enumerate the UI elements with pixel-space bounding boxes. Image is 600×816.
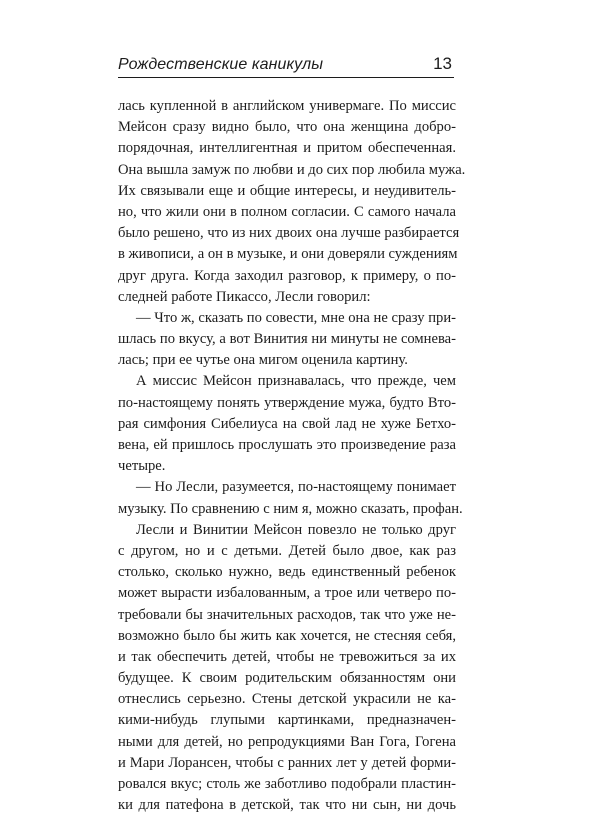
body-text [118, 96, 466, 816]
text-line: Их связывали еще и общие интересы, и неудивитель- [118, 182, 456, 199]
text-line: кими-нибудь глупыми картинками, предназначен- [118, 712, 456, 729]
text-line: с другом, но и с детьми. Детей было двое, как раз [118, 542, 456, 559]
text-line: ки для патефона в детской, так что ни сын, ни дочь [118, 797, 456, 814]
text-line: отнеслись серьезно. Стены детской украсили не ка- [118, 691, 456, 708]
text-line: возможно было бы жить как хочется, не стесняя себя, [118, 627, 456, 644]
text-line: Она вышла замуж по любви и до сих пор любила мужа. [118, 161, 466, 178]
running-header [118, 52, 454, 78]
text-line: столько, сколько нужно, ведь единственный ребенок [118, 564, 456, 581]
text-line: рая симфония Сибелиуса на свой лад не хуже Бетхо- [118, 415, 456, 432]
page-number: 13 [433, 54, 452, 73]
text-line: и так обеспечить детей, чтобы не тревожиться за их [118, 648, 456, 665]
text-line: может вырасти избалованным, а трое или четверо по- [118, 585, 456, 602]
text-line: лась купленной в английском универмаге. По миссис [118, 98, 456, 114]
text-line: требовали бы значительных расходов, так что уже не- [118, 606, 456, 623]
text-line: — Что ж, сказать по совести, мне она не сразу при- [136, 309, 456, 326]
text-line: четыре. [118, 458, 166, 475]
text-line: и Мари Лорансен, чтобы с ранних лет у детей форми- [118, 754, 456, 771]
text-line: порядочная, интеллигентная и притом обеспеченная. [118, 140, 456, 157]
running-title: Рождественские каникулы [118, 56, 324, 73]
text-line: ровался вкус; столь же заботливо подобрали пластин- [118, 776, 456, 792]
text-line: в живописи, а он в музыке, и они доверяли суждениям [118, 246, 458, 263]
text-line: будущее. К своим родительским обязанностям они [118, 670, 456, 687]
text-line: было решено, что из них двоих она лучше разбирается [118, 225, 460, 242]
text-line: следней работе Пикассо, Лесли говорил: [118, 288, 371, 305]
text-line: Мейсон сразу видно было, что она женщина добро- [118, 119, 456, 136]
text-line: А миссис Мейсон признавалась, что прежде, чем [136, 373, 456, 390]
text-line: музыку. По сравнению с ним я, можно сказать, профан. [118, 500, 463, 517]
text-line: — Но Лесли, разумеется, по-настоящему понимает [136, 479, 456, 496]
text-line: Лесли и Винитии Мейсон повезло не только друг [136, 521, 456, 538]
text-line: шлась по вкусу, а вот Винития ни минуты не сомнева- [118, 331, 456, 348]
text-line: по-настоящему понять утверждение мужа, будто Вто- [118, 394, 456, 411]
text-line: ными для детей, но репродукциями Ван Гога, Гогена [118, 733, 456, 750]
text-line: но, что жили они в полном согласии. С самого начала [118, 203, 456, 220]
text-line: лась; при ее чутье она мигом оценила картину. [118, 352, 408, 369]
text-line: вена, ей пришлось прослушать это произведение раза [118, 437, 456, 453]
text-line: друг друга. Когда заходил разговор, к примеру, о по- [118, 267, 456, 284]
header-rule [118, 77, 454, 78]
